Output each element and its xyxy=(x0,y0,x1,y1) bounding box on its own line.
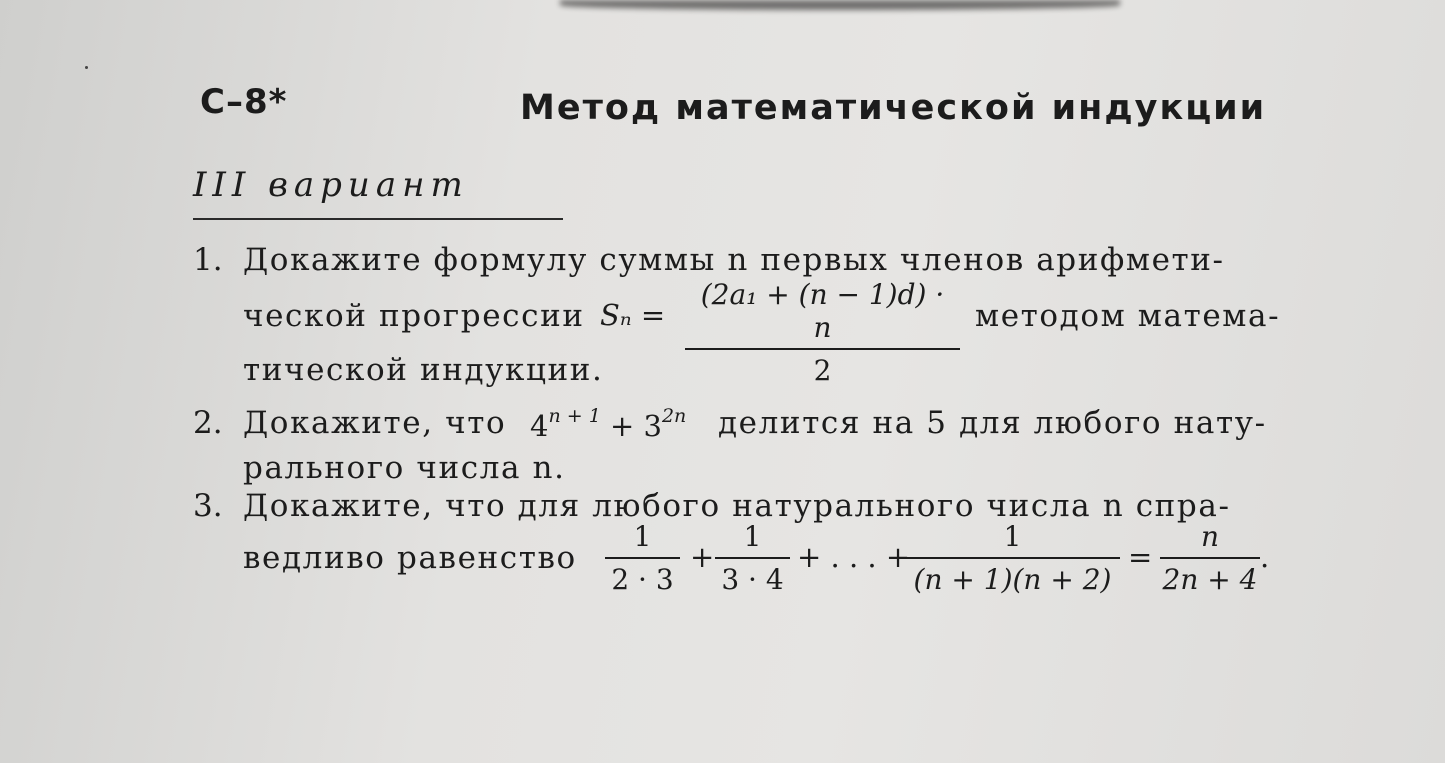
problem-1-line-1: Докажите формулу суммы n первых членов арифмети- xyxy=(243,242,1225,278)
problem-2-expression xyxy=(530,405,686,443)
fraction-3-denominator: (n + 1)(n + 2) xyxy=(913,563,1112,596)
sheet-code: С–8* xyxy=(200,82,288,122)
problem-3-line-2-pre: ведливо равенство xyxy=(243,540,577,576)
problem-2-line-1-pre: Докажите, что xyxy=(243,405,507,441)
fraction-4-denominator: 2n + 4 xyxy=(1162,563,1258,596)
problem-1-line-3: тической индукции. xyxy=(243,352,604,388)
problem-1-line-2-post: методом матема- xyxy=(975,298,1281,334)
problem-3-fraction-2 xyxy=(715,520,790,596)
problem-3-fraction-1 xyxy=(605,520,680,596)
problem-2-line-1-post: делится на 5 для любого нату- xyxy=(718,405,1267,441)
plus-sign-1: + xyxy=(690,540,715,574)
variant-underline xyxy=(193,218,563,220)
problem-1-fraction xyxy=(685,278,960,387)
problem-2-number: 2. xyxy=(193,405,223,441)
problem-1-fraction-denominator: 2 xyxy=(813,354,832,387)
fraction-1-numerator: 1 xyxy=(605,520,680,559)
problem-2-line-2: рального числа n. xyxy=(243,450,566,486)
expr-base-4: 4 xyxy=(530,409,549,443)
expr-exponent-1: n + 1 xyxy=(548,405,601,427)
fraction-2-denominator: 3 · 4 xyxy=(721,563,784,596)
expr-exponent-2: 2n xyxy=(661,405,687,427)
problem-1-fraction-numerator: (2a₁ + (n − 1)d) · n xyxy=(685,278,960,350)
problem-1-line-2-pre: ческой прогрессии xyxy=(243,298,585,334)
sheet-title: Метод математической индукции xyxy=(520,88,1267,128)
expr-plus-3: + 3 xyxy=(610,409,662,443)
final-period: . xyxy=(1260,540,1270,574)
problem-1-number: 1. xyxy=(193,242,223,278)
problem-3-fraction-4 xyxy=(1160,520,1260,596)
fraction-2-numerator: 1 xyxy=(715,520,790,559)
fraction-4-numerator: n xyxy=(1160,520,1260,559)
problem-3-line-1: Докажите, что для любого натурального числа n спра- xyxy=(243,488,1231,524)
plus-ellipsis-plus: + . . . + xyxy=(797,540,911,574)
speck xyxy=(85,66,88,69)
problem-3-fraction-3 xyxy=(905,520,1120,596)
equals-sign: = xyxy=(1128,540,1153,574)
problem-1-formula-lhs: Sₙ = xyxy=(600,298,666,332)
fraction-3-numerator: 1 xyxy=(905,520,1120,559)
variant-heading: III вариант xyxy=(193,165,469,205)
fraction-1-denominator: 2 · 3 xyxy=(611,563,674,596)
problem-3-number: 3. xyxy=(193,488,223,524)
top-shadow xyxy=(560,0,1120,10)
